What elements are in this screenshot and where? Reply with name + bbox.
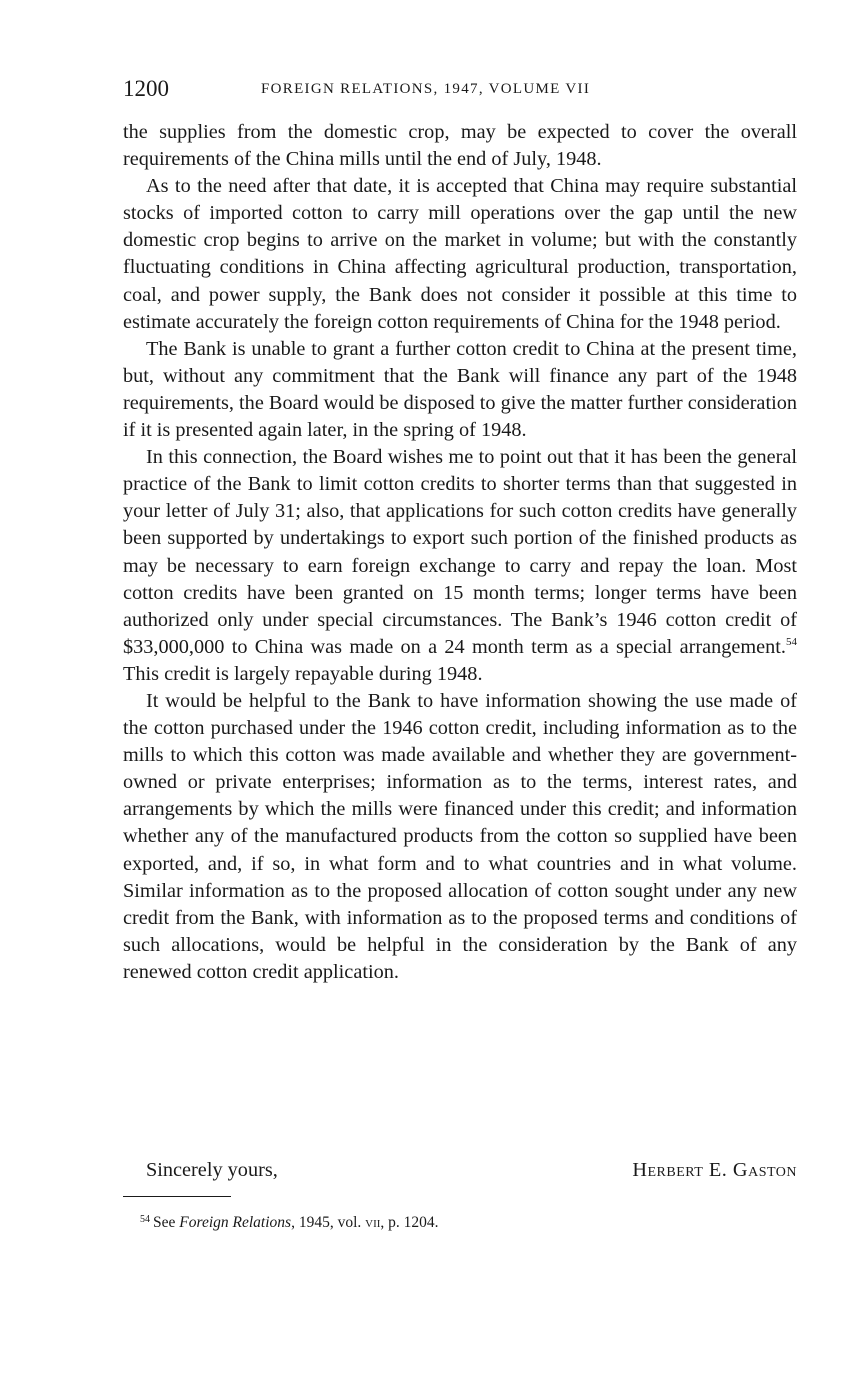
page-number: 1200: [123, 76, 169, 101]
letter-body: [123, 119, 797, 986]
footnote-source-title: Foreign Relations: [179, 1214, 292, 1231]
footnote-divider: [123, 1196, 231, 1197]
footnote-reference[interactable]: 54: [786, 635, 797, 648]
paragraph-4-text-end: This credit is largely repayable during 1948.: [123, 662, 483, 685]
paragraph-4-text: In this connection, the Board wishes me to point out that it has been the general practice of the Bank to limit cotton credits to shorter terms than that suggested in your letter of July 31; also, that applications for such cotton credits have generally been supported by undertakings to export such portion of the finished products as may be necessary to earn foreign exchange to carry and repay the loan. Most cotton credits have been granted on 15 month terms; longer terms have been authorized only under special circumstances. The Bank’s 1946 cotton credit of $33,000,000 to China was made on a 24 month term as a special arrangement.: [123, 446, 797, 658]
paragraph-1: the supplies from the domestic crop, may be expected to cover the overall requirements of the China mills until the end of July, 1948.: [123, 121, 797, 171]
footnote: [140, 1210, 439, 1233]
paragraph-5: It would be helpful to the Bank to have information showing the use made of the cotton purchased under the 1946 cotton credit, including information as to the mills to which this cotton was made available and whether they are government-owned or private enterprises; information as to the terms, interest rates, and arrangements by which the mills were financed under this credit; and information whether any of the manufactured products from the cotton so supplied have been exported, and, if so, in what form and to what countries and in what volume. Similar information as to the proposed allocation of cotton sought under any new credit from the Bank, with information as to the proposed terms and conditions of such allocations, would be helpful in the consideration by the Bank of any renewed cotton credit application.: [123, 689, 797, 983]
footnote-number: 54: [140, 1214, 150, 1225]
page-header: [123, 76, 797, 110]
footnote-volume-lead: , 1945, vol.: [291, 1214, 366, 1231]
paragraph-4: [123, 444, 797, 688]
footnote-page: , p. 1204.: [380, 1214, 439, 1231]
signature: Herbert E. Gaston: [632, 1159, 797, 1181]
running-head: FOREIGN RELATIONS, 1947, VOLUME VII: [261, 81, 591, 97]
paragraph-2: As to the need after that date, it is accepted that China may require substantial stocks of imported cotton to carry mill operations over the gap until the new domestic crop begins to arrive on the market in volume; but with the constantly fluctuating conditions in China affecting agricultural production, transportation, coal, and power supply, the Bank does not consider it possible at this time to estimate accurately the foreign cotton requirements of China for the 1948 period.: [123, 175, 797, 333]
footnote-prefix: See: [153, 1214, 180, 1231]
salutation: Sincerely yours,: [146, 1159, 278, 1181]
footnote-volume-numeral: vii: [365, 1214, 381, 1231]
paragraph-3: The Bank is unable to grant a further cotton credit to China at the present time, but, without any commitment that the Bank will finance any part of the 1948 requirements, the Board would be disposed to give the matter further consideration if it is presented again later, in the spring of 1948.: [123, 337, 797, 442]
